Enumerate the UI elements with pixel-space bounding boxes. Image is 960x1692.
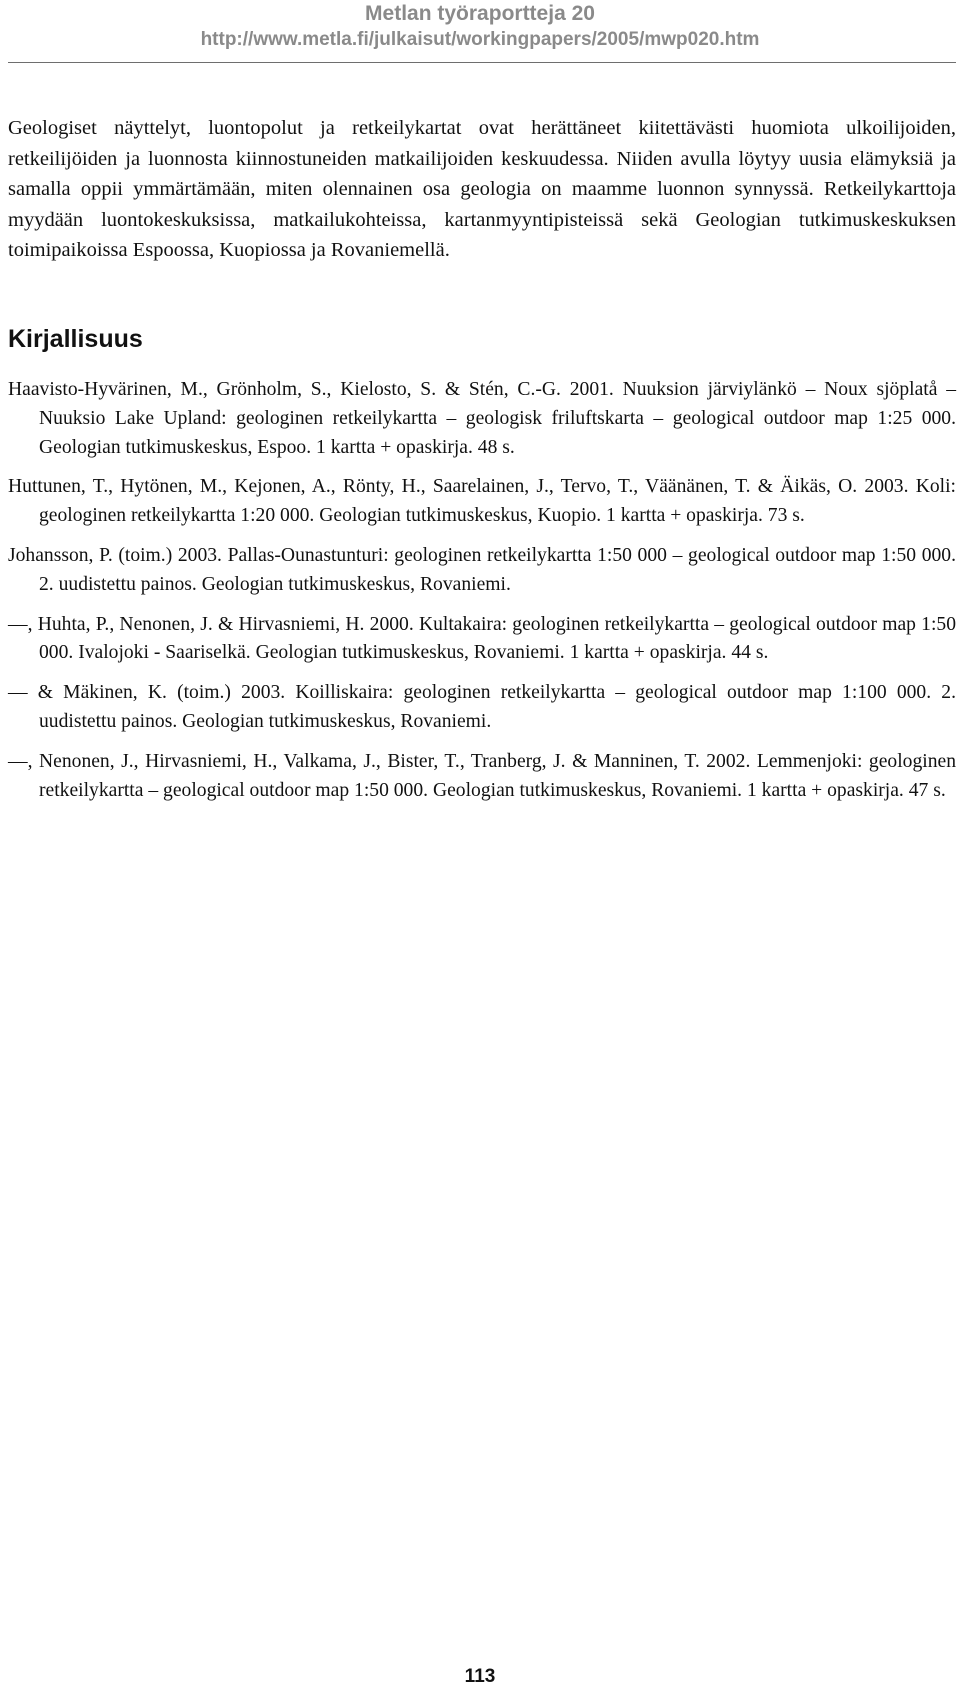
reference-list [8,376,956,805]
reference-entry: —, Nenonen, J., Hirvasniemi, H., Valkama, J., Bister, T., Tranberg, J. & Manninen, T. 2002. Lemmenjoki: geologinen retkeilykartta – geological outdoor map 1:50 000. Geologian tutkimuskeskus, Rovaniemi. 1 kartta + opaskirja. 47 s. [8,750,956,801]
reference-entry: —, Huhta, P., Nenonen, J. & Hirvasniemi, H. 2000. Kultakaira: geologinen retkeilykartta – geological outdoor map 1:50 000. Ivalojoki - Saariselkä. Geologian tutkimuskeskus, Rovaniemi. 1 kartta + opaskirja. 44 s. [8,613,956,664]
references-heading: Kirjallisuus [8,324,143,353]
series-url: http://www.metla.fi/julkaisut/workingpapers/2005/mwp020.htm [200,29,760,50]
reference-entry: Haavisto-Hyvärinen, M., Grönholm, S., Kielosto, S. & Stén, C.-G. 2001. Nuuksion järviylänkö – Noux sjöplatå – Nuuksio Lake Upland: geologinen retkeilykartta – geologisk friluftskarta – geological outdoor map 1:25 000. Geologian tutkimuskeskus, Espoo. 1 kartta + opaskirja. 48 s. [8,378,956,458]
reference-entry: Johansson, P. (toim.) 2003. Pallas-Ounastunturi: geologinen retkeilykartta 1:50 000 – geological outdoor map 1:50 000. 2. uudistettu painos. Geologian tutkimuskeskus, Rovaniemi. [8,544,956,595]
reference-entry: Huttunen, T., Hytönen, M., Kejonen, A., Rönty, H., Saarelainen, J., Tervo, T., Väänänen, T. & Äikäs, O. 2003. Koli: geologinen retkeilykartta 1:20 000. Geologian tutkimuskeskus, Kuopio. 1 kartta + opaskirja. 73 s. [8,476,956,527]
series-title: Metlan työraportteja 20 [365,2,595,25]
page-number: 113 [464,1666,496,1687]
intro-paragraph: Geologiset näyttelyt, luontopolut ja retkeilykartat ovat herättäneet kiitettävästi huomiota ulkoilijoiden, retkeilijöiden ja luonnosta kiinnostuneiden matkailijoiden keskuudessa. Niiden avulla löytyy uusia elämyksiä ja samalla oppii ymmärtämään, miten olennainen osa geologia on maamme luonnon synnyssä. Retkeilykarttoja myydään luontokeskuksissa, matkailukohteissa, kartanmyyntipisteissä sekä Geologian tutkimuskeskuksen toimipaikoissa Espoossa, Kuopiossa ja Rovaniemellä. [8,117,956,262]
header-divider [8,62,956,63]
running-header [0,0,960,52]
reference-entry: — & Mäkinen, K. (toim.) 2003. Koilliskaira: geologinen retkeilykartta – geological outdoor map 1:100 000. 2. uudistettu painos. Geologian tutkimuskeskus, Rovaniemi. [8,682,956,732]
page-body [8,113,956,816]
